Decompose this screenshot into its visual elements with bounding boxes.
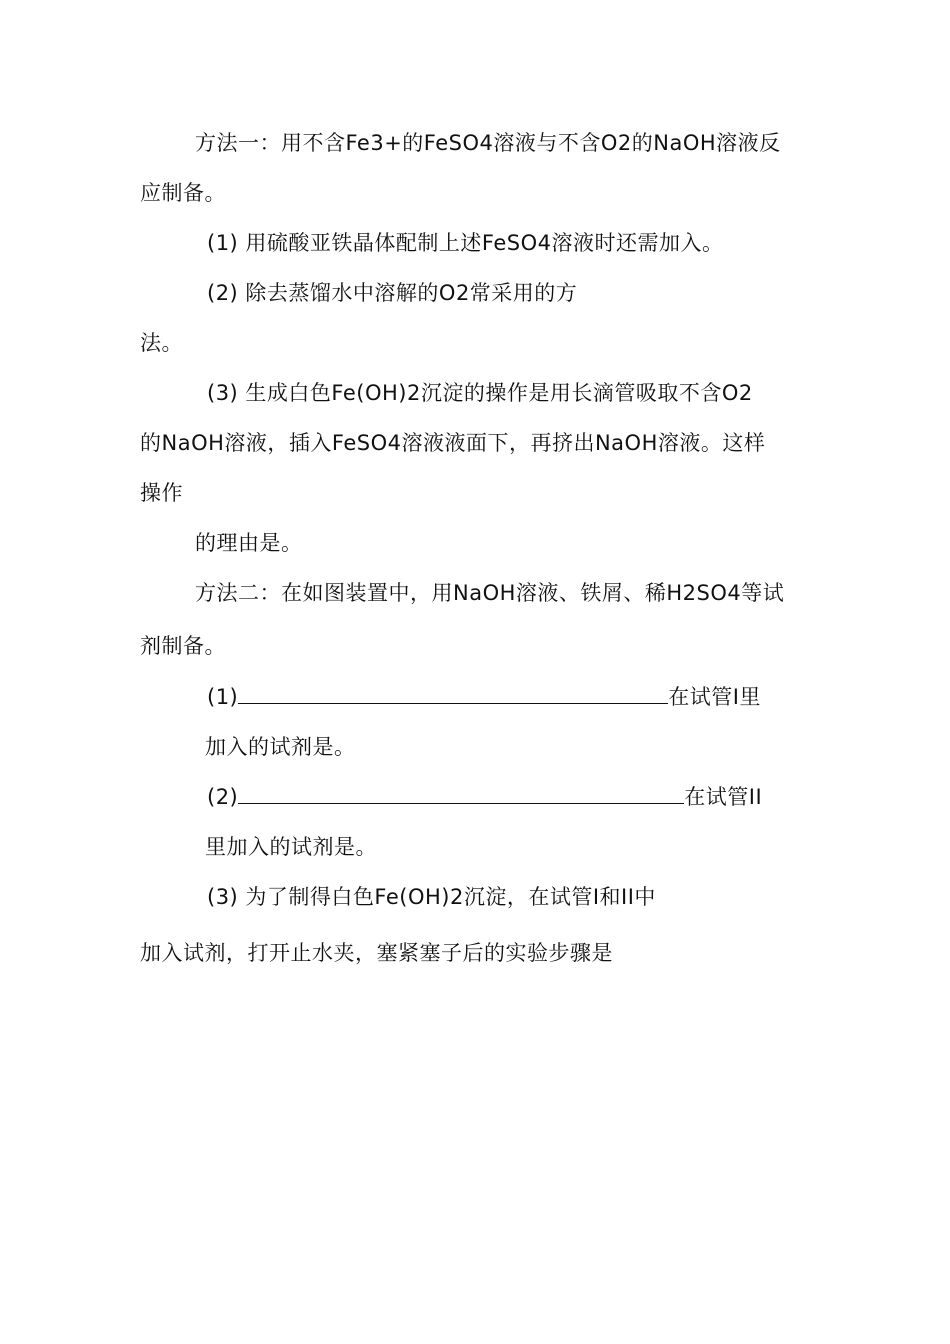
method-two-question-2 bbox=[207, 783, 762, 811]
answer-blank bbox=[238, 783, 684, 804]
question-text: 在试管II bbox=[684, 785, 763, 809]
method-two-question-3: (3) 为了制得白色Fe(OH)2沉淀，在试管Ⅰ和II中 bbox=[207, 885, 656, 909]
method-one-question-2: (2) 除去蒸馏水中溶解的O2常采用的方 bbox=[207, 281, 578, 305]
method-one-question-2-cont: 法。 bbox=[140, 331, 183, 355]
method-one-intro-cont: 应制备。 bbox=[140, 181, 226, 205]
method-one-question-3-cont-2: 操作 bbox=[140, 481, 183, 505]
method-one-question-3-reason: 的理由是。 bbox=[195, 531, 303, 555]
method-one-question-3: (3) 生成白色Fe(OH)2沉淀的操作是用长滴管吸取不含O2 bbox=[207, 381, 753, 405]
method-two-intro-cont: 剂制备。 bbox=[140, 634, 226, 658]
method-two-question-1 bbox=[207, 683, 761, 711]
question-number: (1) bbox=[207, 685, 239, 709]
method-two-question-1-cont: 加入的试剂是。 bbox=[205, 735, 356, 759]
question-number: (2) bbox=[207, 785, 239, 809]
question-text: 在试管Ⅰ里 bbox=[668, 685, 761, 709]
method-two-question-2-cont: 里加入的试剂是。 bbox=[205, 835, 377, 859]
method-one-question-3-cont: 的NaOH溶液，插入FeSO4溶液液面下，再挤出NaOH溶液。这样 bbox=[140, 431, 766, 455]
method-one-question-1: (1) 用硫酸亚铁晶体配制上述FeSO4溶液时还需加入。 bbox=[207, 231, 724, 255]
method-two-question-3-cont: 加入试剂，打开止水夹，塞紧塞子后的实验步骤是 bbox=[140, 941, 613, 965]
method-one-intro: 方法一：用不含Fe3+的FeSO4溶液与不含O2的NaOH溶液反 bbox=[195, 131, 781, 155]
method-two-intro: 方法二：在如图装置中，用NaOH溶液、铁屑、稀H2SO4等试 bbox=[195, 581, 785, 605]
answer-blank bbox=[238, 683, 668, 704]
